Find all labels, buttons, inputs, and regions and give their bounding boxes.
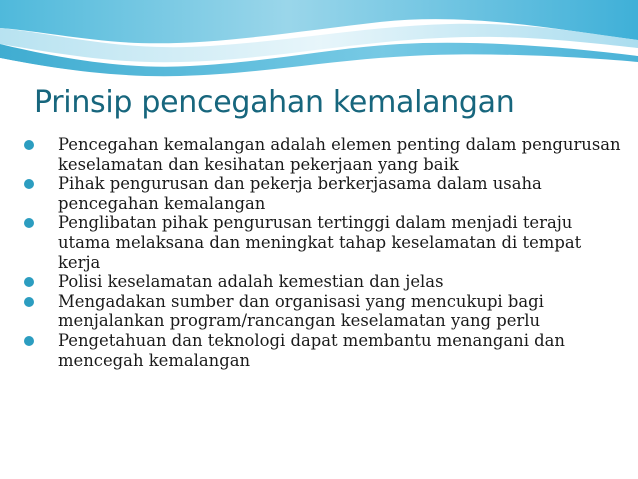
bullet-text: Pihak pengurusan dan pekerja berkerjasama dalam usaha pencegahan kemalangan <box>58 174 542 213</box>
list-item <box>22 331 622 370</box>
bullet-text: Penglibatan pihak pengurusan tertinggi dalam menjadi teraju utama melaksana dan meningkat tahap keselamatan di tempat kerja <box>58 213 582 272</box>
bullet-list <box>22 135 622 370</box>
list-item <box>22 272 622 292</box>
bullet-dot-icon <box>24 297 34 307</box>
bullet-text: Pengetahuan dan teknologi dapat membantu menangani dan mencegah kemalangan <box>58 330 565 370</box>
bullet-dot-icon <box>24 218 34 228</box>
bullet-dot-icon <box>24 336 34 346</box>
wave-header-decoration <box>0 0 638 80</box>
bullet-text: Mengadakan sumber dan organisasi yang mencukupi bagi menjalankan program/rancangan keselamatan yang perlu <box>58 291 544 331</box>
bullet-dot-icon <box>24 277 34 287</box>
list-item <box>22 174 622 213</box>
bullet-text: Pencegahan kemalangan adalah elemen penting dalam pengurusan keselamatan dan kesihatan pekerjaan yang baik <box>58 135 621 174</box>
bullet-dot-icon <box>24 140 34 150</box>
bullet-dot-icon <box>24 179 34 189</box>
slide-title: Prinsip pencegahan kemalangan <box>34 85 515 120</box>
list-item <box>22 213 622 272</box>
list-item <box>22 292 622 331</box>
list-item <box>22 135 622 174</box>
bullet-text: Polisi keselamatan adalah kemestian dan jelas <box>58 272 444 292</box>
